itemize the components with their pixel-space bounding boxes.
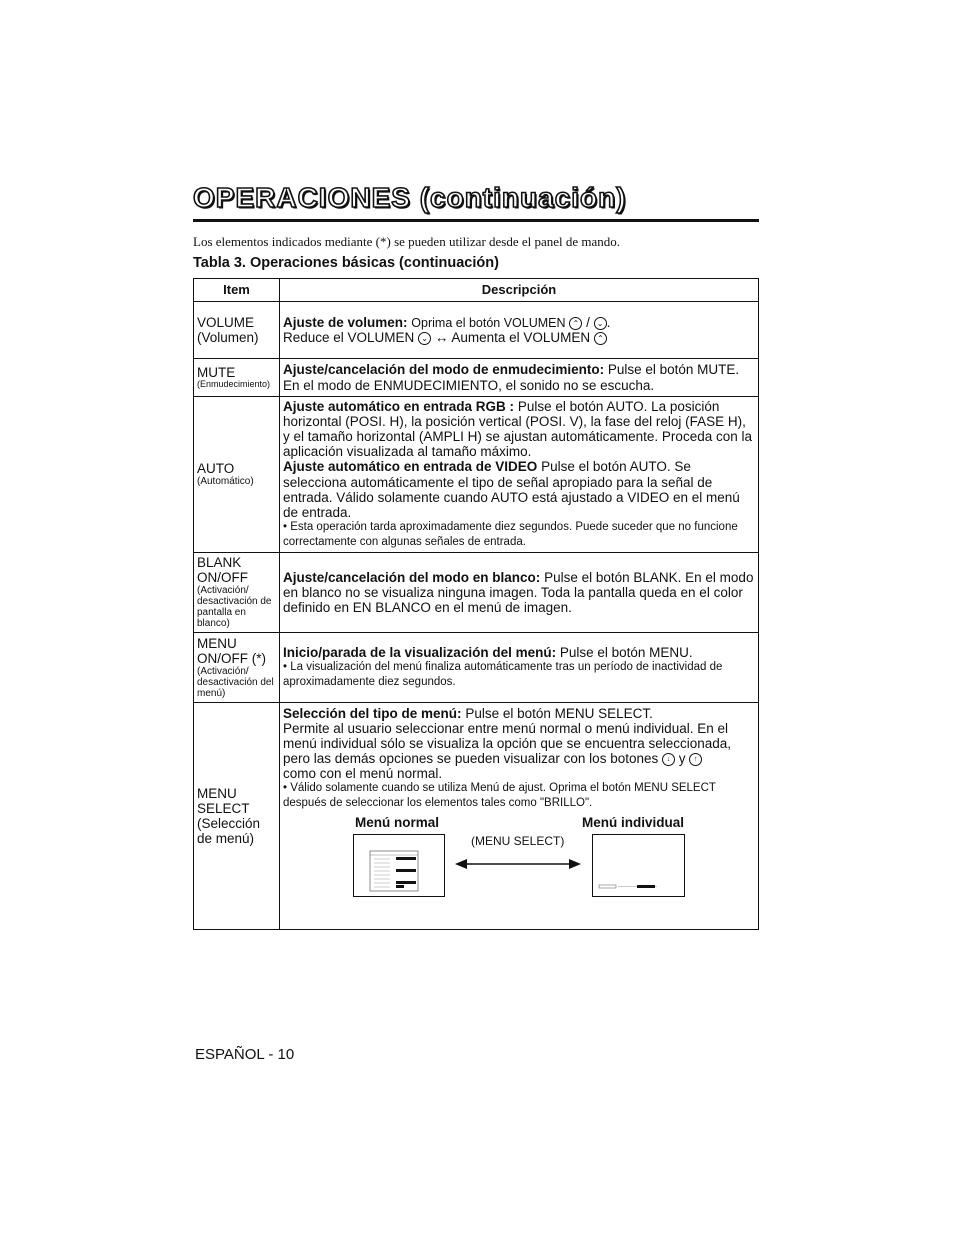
item-cell <box>194 302 280 359</box>
item-label: VOLUME <box>197 314 255 330</box>
desc-note: • La visualización del menú finaliza automáticamente tras un período de inactividad de aproximadamente diez segundos. <box>283 660 723 688</box>
desc-text: Pulse el botón AUTO. La posición horizontal (POSI. H), la posición vertical (POSI. V), la fase del reloj (FASE H), y el tamaño horizontal (AMPLI H) se ajustan automáticamente. Proceda con la aplicación visualizada al tamaño máximo. <box>283 399 752 460</box>
arrow-label: (MENU SELECT) <box>471 834 565 849</box>
desc-text: Pulse el botón MENU. <box>559 644 693 660</box>
description-cell: Ajuste de volumen: Oprima el botón VOLUMEN ⌃ / ⌄ . Reduce el VOLUMEN ⌄ ↔ Aumenta el VOLUMEN ⌃ <box>280 302 759 359</box>
table-row-menu <box>194 632 759 702</box>
desc-bold: Ajuste/cancelación del modo en blanco: <box>283 569 541 585</box>
table-caption: Tabla 3. Operaciones básicas (continuación) <box>193 255 499 271</box>
item-label: MENU SELECT (Selección de menú) <box>197 785 261 847</box>
volume-up-icon: ⌃ <box>594 332 607 345</box>
item-cell <box>194 702 280 929</box>
desc-separator: / <box>586 314 590 330</box>
title-rule <box>193 219 759 222</box>
item-sublabel: (Automático) <box>197 476 254 488</box>
item-sublabel: (Activación/ desactivación del menú) <box>197 665 274 699</box>
item-label: MENU ON/OFF (*) <box>197 635 266 666</box>
double-arrow-icon <box>455 857 581 871</box>
desc-bold: Ajuste de volumen: <box>283 314 408 330</box>
double-arrow-icon: ↔ <box>434 330 449 345</box>
menu-select-diagram <box>283 811 755 927</box>
desc-bold: Ajuste automático en entrada RGB : <box>283 399 515 414</box>
desc-bold: Selección del tipo de menú: <box>283 705 462 721</box>
desc-text: Pulse el botón MENU SELECT. <box>465 705 653 721</box>
up-button-icon: ↑ <box>689 753 702 766</box>
desc-conjunction: y <box>678 751 686 767</box>
item-cell <box>194 552 280 632</box>
desc-bold: Ajuste automático en entrada de VIDEO <box>283 459 538 475</box>
normal-menu-screen <box>353 834 445 897</box>
description-cell <box>280 632 759 702</box>
description-cell <box>280 702 759 929</box>
item-sublabel: (Volumen) <box>197 330 259 345</box>
table-row-menu-select <box>194 702 759 929</box>
table-row-mute <box>194 359 759 397</box>
desc-bold: Ajuste/cancelación del modo de enmudecimiento: <box>283 362 605 378</box>
description-cell <box>280 397 759 553</box>
desc-note: • Válido solamente cuando se utiliza Menú de ajust. Oprima el botón MENU SELECT después de seleccionar los elementos tales como "BRILLO". <box>283 782 716 810</box>
description-cell <box>280 552 759 632</box>
item-cell <box>194 359 280 397</box>
desc-text: Pulse el botón MUTE. En el modo de ENMUDECIMIENTO, el sonido no se escucha. <box>283 362 740 393</box>
item-label: AUTO <box>197 461 235 477</box>
table-row-volume <box>194 302 759 359</box>
volume-up-icon: ⌃ <box>569 317 582 330</box>
desc-note: • Esta operación tarda aproximadamente diez segundos. Puede suceder que no funcione correctamente con algunas señales de entrada. <box>283 520 738 548</box>
item-cell <box>194 632 280 702</box>
header-description: Descripción <box>280 279 759 302</box>
item-label: BLANK ON/OFF <box>197 555 248 586</box>
down-button-icon: ↓ <box>662 753 675 766</box>
header-item: Item <box>194 279 280 302</box>
desc-text: Pulse el botón BLANK. En el modo en blanco no se visualiza ninguna imagen. Toda la pantalla queda en el color definido en EN BLANCO en el menú de imagen. <box>283 569 754 615</box>
description-cell <box>280 359 759 397</box>
desc-text: Pulse el botón AUTO. Se selecciona automáticamente el tipo de señal apropiado para la señal de entrada. Válido solamente cuando AUTO está ajustado a VIDEO en el menú de entrada. <box>283 459 740 520</box>
desc-text: como con el menú normal. <box>283 766 443 782</box>
normal-menu-thumbnail <box>354 835 444 896</box>
table-header-row <box>194 279 759 302</box>
desc-text: Oprima el botón VOLUMEN <box>411 315 566 330</box>
page-title: OPERACIONES (continuación) <box>193 182 627 213</box>
individual-menu-thumbnail <box>593 835 684 896</box>
desc-bold: Inicio/parada de la visualización del menú: <box>283 644 557 660</box>
item-sublabel: (Enmudecimiento) <box>197 379 271 390</box>
item-cell <box>194 397 280 553</box>
desc-text: Aumenta el VOLUMEN <box>451 330 591 345</box>
item-label: MUTE <box>197 365 236 380</box>
volume-down-icon: ⌄ <box>418 332 431 345</box>
label-normal-menu: Menú normal <box>355 815 440 831</box>
desc-text: Permite al usuario seleccionar entre menú normal o menú individual. En el menú individual sólo se visualiza la opción que se encuentra seleccionada, pero las demás opciones se pueden visualizar con los botones <box>283 720 732 767</box>
label-individual-menu: Menú individual <box>582 815 685 831</box>
table-row-auto <box>194 397 759 553</box>
item-sublabel: (Activación/ desactivación de pantalla en blanco) <box>197 585 272 630</box>
operations-table <box>193 278 759 930</box>
individual-menu-screen <box>592 834 685 897</box>
table-row-blank <box>194 552 759 632</box>
desc-text: Reduce el VOLUMEN <box>283 330 415 345</box>
intro-text: Los elementos indicados mediante (*) se pueden utilizar desde el panel de mando. <box>193 234 621 249</box>
volume-down-icon: ⌄ <box>594 317 607 330</box>
page-footer: ESPAÑOL - 10 <box>195 1046 295 1063</box>
